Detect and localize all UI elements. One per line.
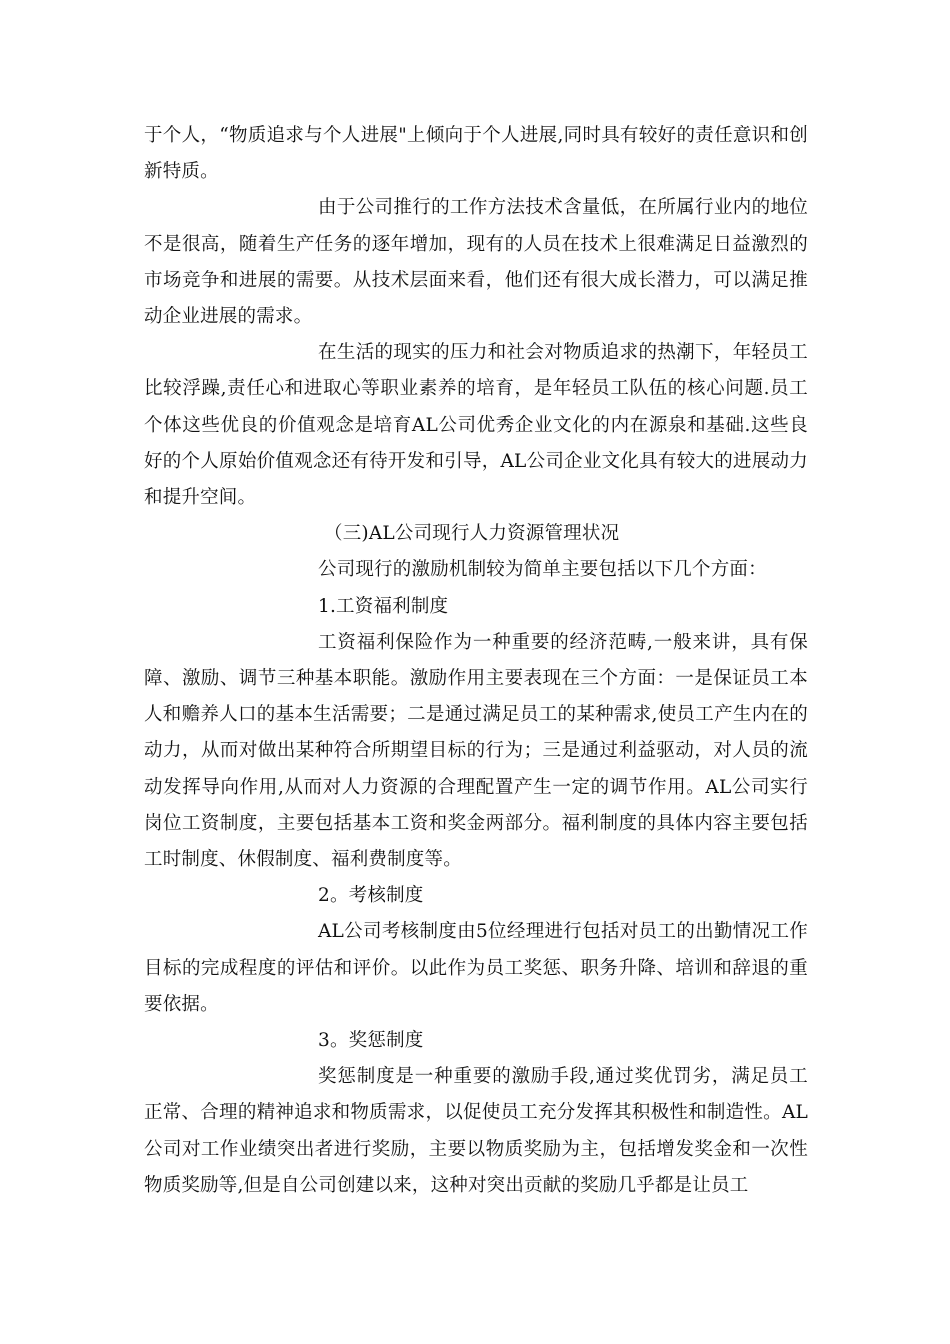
subheading-assessment: 2。考核制度 xyxy=(318,885,424,907)
paragraph-2: 由于公司推行的工作方法技术含量低，在所属行业内的地位不是很高，随着生产任务的逐年增加，现有的人员在技术上很难满足日益激烈的市场竞争和进展的需要。从技术层面来看，他们还有很大成长潜力，可以满足推动企业进展的需求。 xyxy=(144,197,808,328)
subheading-wage-welfare: 1.工资福利制度 xyxy=(318,595,449,617)
paragraph-3: 在生活的现实的压力和社会对物质追求的热潮下，年轻员工比较浮躁,责任心和进取心等职业素养的培育，是年轻员工队伍的核心问题.员工个体这些优良的价值观念是培育AL公司优秀企业文化的内在源泉和基础.这些良好的个人原始价值观念还有待开发和引导，AL公司企业文化具有较大的进展动力和提升空间。 xyxy=(144,342,808,509)
body-text xyxy=(144,118,808,1204)
paragraph-wage-welfare: 工资福利保险作为一种重要的经济范畴,一般来讲，具有保障、激励、调节三种基本职能。激励作用主要表现在三个方面：一是保证员工本人和赡养人口的基本生活需要；二是通过满足员工的某种需求,使员工产生内在的动力，从而对做出某种符合所期望目标的行为；三是通过利益驱动，对人员的流动发挥导向作用,从而对人力资源的合理配置产生一定的调节作用。AL公司实行岗位工资制度，主要包括基本工资和奖金两部分。福利制度的具体内容主要包括工时制度、休假制度、福利费制度等。 xyxy=(144,631,808,871)
intro-line: 公司现行的激励机制较为简单主要包括以下几个方面： xyxy=(318,559,767,581)
paragraph-1: 于个人，“物质追求与个人进展"上倾向于个人进展,同时具有较好的责任意识和创新特质。 xyxy=(144,125,808,183)
subheading-reward-penalty: 3。奖惩制度 xyxy=(318,1030,424,1052)
paragraph-reward-penalty: 奖惩制度是一种重要的激励手段,通过奖优罚劣，满足员工正常、合理的精神追求和物质需求，以促使员工充分发挥其积极性和制造性。AL公司对工作业绩突出者进行奖励，主要以物质奖励为主，包括增发奖金和一次性物质奖励等,但是自公司创建以来，这种对突出贡献的奖励几乎都是让员工 xyxy=(144,1066,808,1196)
section-heading-3: （三)AL公司现行人力资源管理状况 xyxy=(324,523,620,545)
paragraph-assessment: AL公司考核制度由5位经理进行包括对员工的出勤情况工作目标的完成程度的评估和评价。以此作为员工奖惩、职务升降、培训和辞退的重要依据。 xyxy=(144,921,808,1015)
